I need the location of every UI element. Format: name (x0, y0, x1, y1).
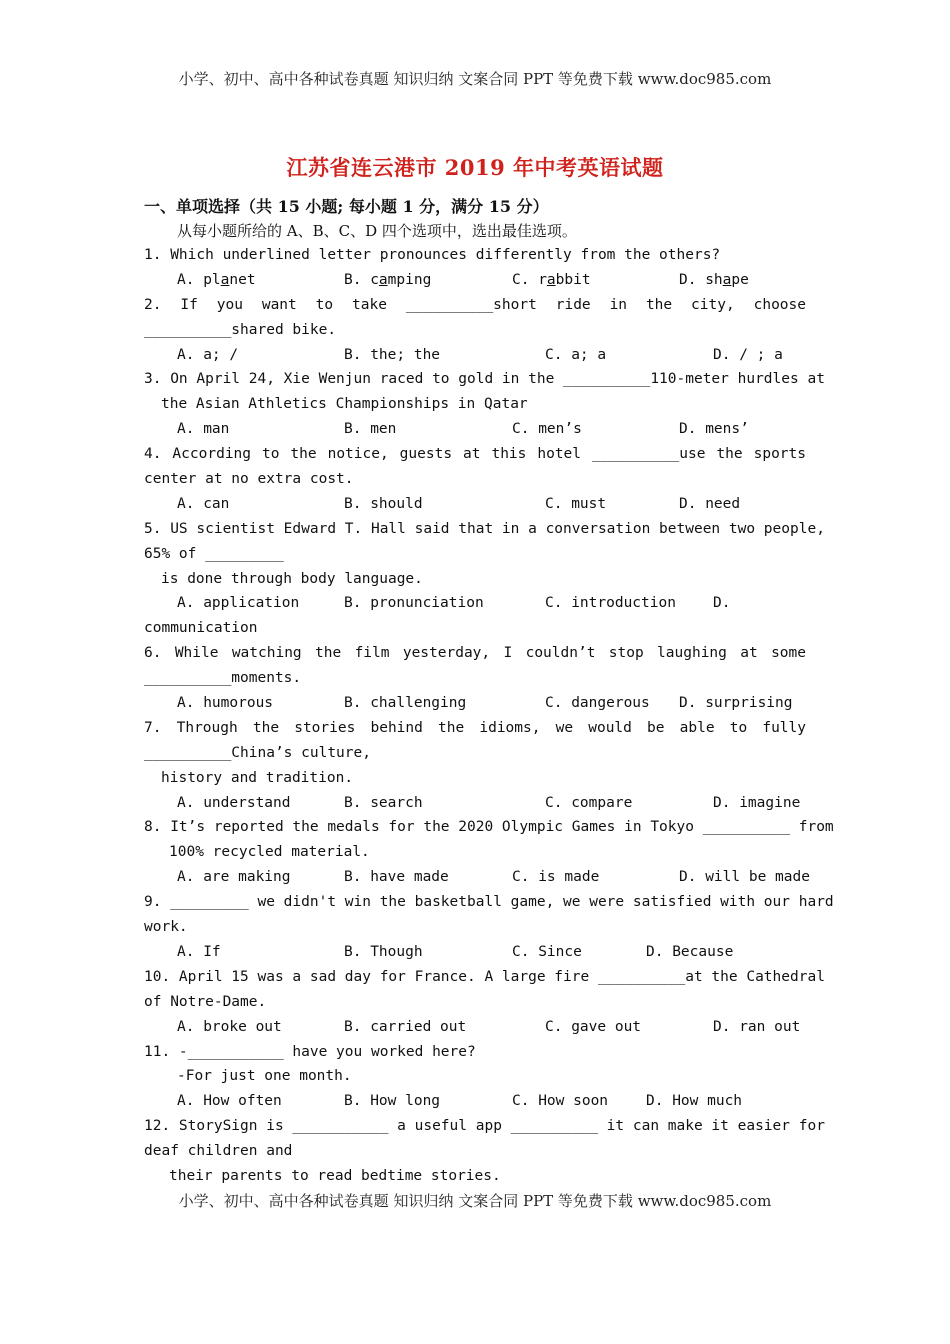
question-2-stem-cont: __________shared bike. (144, 321, 337, 338)
option-b: B. camping (344, 271, 432, 288)
question-3-stem: 3. On April 24, Xie Wenjun raced to gold in the __________110-meter hurdles at (144, 371, 825, 388)
option-a: A. a; / (177, 346, 239, 363)
option-a: A. How often (177, 1093, 282, 1110)
question-7-stem: 7. Through the stories behind the idioms, we would be able to fully (144, 719, 806, 736)
question-11-options (144, 1089, 806, 1114)
question-10-options (144, 1015, 806, 1040)
option-c: C. How soon (512, 1093, 609, 1110)
question-4-stem: 4. According to the notice, guests at this hotel __________use the sports (144, 446, 806, 463)
option-b: B. How long (344, 1093, 441, 1110)
option-b: B. pronunciation (344, 595, 484, 612)
question-4-stem-cont: center at no extra cost. (144, 471, 354, 488)
question-11-stem: 11. -___________ have you worked here? (144, 1043, 476, 1060)
option-c: C. dangerous (545, 695, 650, 712)
option-d: D. need (679, 495, 741, 512)
question-5-options (144, 591, 806, 616)
question-7-stem-cont2: history and tradition. (161, 769, 354, 786)
question-10-stem-cont: of Notre-Dame. (144, 993, 267, 1010)
option-a: A. broke out (177, 1018, 282, 1035)
option-a: A. man (177, 421, 230, 438)
option-c: C. men’s (512, 421, 582, 438)
option-d: D. How much (646, 1093, 743, 1110)
question-12-stem-cont: deaf children and (144, 1143, 293, 1160)
question-12-stem-cont2: their parents to read bedtime stories. (169, 1167, 501, 1184)
option-b: B. should (344, 495, 423, 512)
option-b: B. men (344, 421, 397, 438)
option-d: D. will be made (679, 869, 810, 886)
option-d: D. ran out (713, 1018, 801, 1035)
option-c: C. compare (545, 794, 633, 811)
question-11-reply: -For just one month. (177, 1068, 352, 1085)
question-5-stem-cont2: is done through body language. (161, 570, 423, 587)
option-b: B. carried out (344, 1018, 467, 1035)
question-7-stem-cont: __________China’s culture, (144, 744, 371, 761)
option-d: D. shape (679, 271, 749, 288)
question-3-options (144, 417, 806, 442)
question-9-options (144, 940, 806, 965)
option-a: A. application (177, 595, 300, 612)
question-list (144, 243, 834, 1189)
option-b: B. the; the (344, 346, 441, 363)
question-12-stem: 12. StorySign is ___________ a useful app __________ it can make it easier for (144, 1118, 825, 1135)
option-d: D. / ; a (713, 346, 783, 363)
option-c: C. introduction (545, 595, 676, 612)
page-footer: 小学、初中、高中各种试卷真题 知识归纳 文案合同 PPT 等免费下载 www.doc985.com (178, 1192, 772, 1210)
question-3-stem-cont: the Asian Athletics Championships in Qatar (161, 396, 528, 413)
option-c: C. a; a (545, 346, 607, 363)
option-a: A. can (177, 495, 230, 512)
option-a: A. are making (177, 869, 291, 886)
exam-title: 江苏省连云港市 2019 年中考英语试题 (286, 155, 664, 180)
option-c: C. gave out (545, 1018, 642, 1035)
option-d: D. mens’ (679, 421, 749, 438)
question-1-stem: 1. Which underlined letter pronounces differently from the others? (144, 247, 721, 263)
question-6-stem-cont: __________moments. (144, 670, 302, 687)
section-heading: 一、单项选择（共 15 小题; 每小题 1 分，满分 15 分） (144, 197, 549, 216)
question-6-stem: 6. While watching the film yesterday, I couldn’t stop laughing at some (144, 645, 806, 662)
option-b: B. search (344, 794, 423, 811)
option-d: D. (713, 595, 731, 612)
option-c: C. rabbit (512, 271, 591, 288)
option-d-cont: communication (144, 620, 258, 637)
option-b: B. Though (344, 943, 423, 960)
option-c: C. must (545, 495, 607, 512)
option-a: A. understand (177, 794, 291, 811)
question-9-stem-cont: work. (144, 919, 188, 936)
question-2-options (144, 343, 806, 368)
question-8-options (144, 865, 810, 890)
option-d: D. imagine (713, 794, 801, 811)
question-4-options (144, 492, 806, 517)
page-header: 小学、初中、高中各种试卷真题 知识归纳 文案合同 PPT 等免费下载 www.doc985.com (178, 70, 772, 88)
option-b: B. have made (344, 869, 449, 886)
option-d: D. Because (646, 943, 734, 960)
question-5-stem-cont: 65% of _________ (144, 545, 284, 562)
option-a: A. If (177, 943, 221, 960)
option-c: C. is made (512, 869, 600, 886)
question-2-stem: 2. If you want to take __________short ride in the city, choose (144, 296, 806, 313)
question-7-options (144, 791, 806, 816)
question-1-options (144, 268, 806, 293)
question-5-stem: 5. US scientist Edward T. Hall said that in a conversation between two people, (144, 520, 825, 537)
option-c: C. Since (512, 943, 582, 960)
option-a: A. humorous (177, 695, 274, 712)
question-8-stem: 8. It’s reported the medals for the 2020 Olympic Games in Tokyo __________ from (144, 819, 834, 836)
question-8-stem-cont: 100% recycled material. (169, 844, 370, 861)
question-9-stem: 9. _________ we didn't win the basketball game, we were satisfied with our hard (144, 894, 834, 911)
question-10-stem: 10. April 15 was a sad day for France. A large fire __________at the Cathedral (144, 968, 825, 985)
option-b: B. challenging (344, 695, 467, 712)
option-a: A. planet (177, 271, 256, 288)
section-instruction: 从每小题所给的 A、B、C、D 四个选项中，选出最佳选项。 (177, 222, 577, 240)
option-d: D. surprising (679, 695, 793, 712)
question-6-options (144, 691, 806, 716)
